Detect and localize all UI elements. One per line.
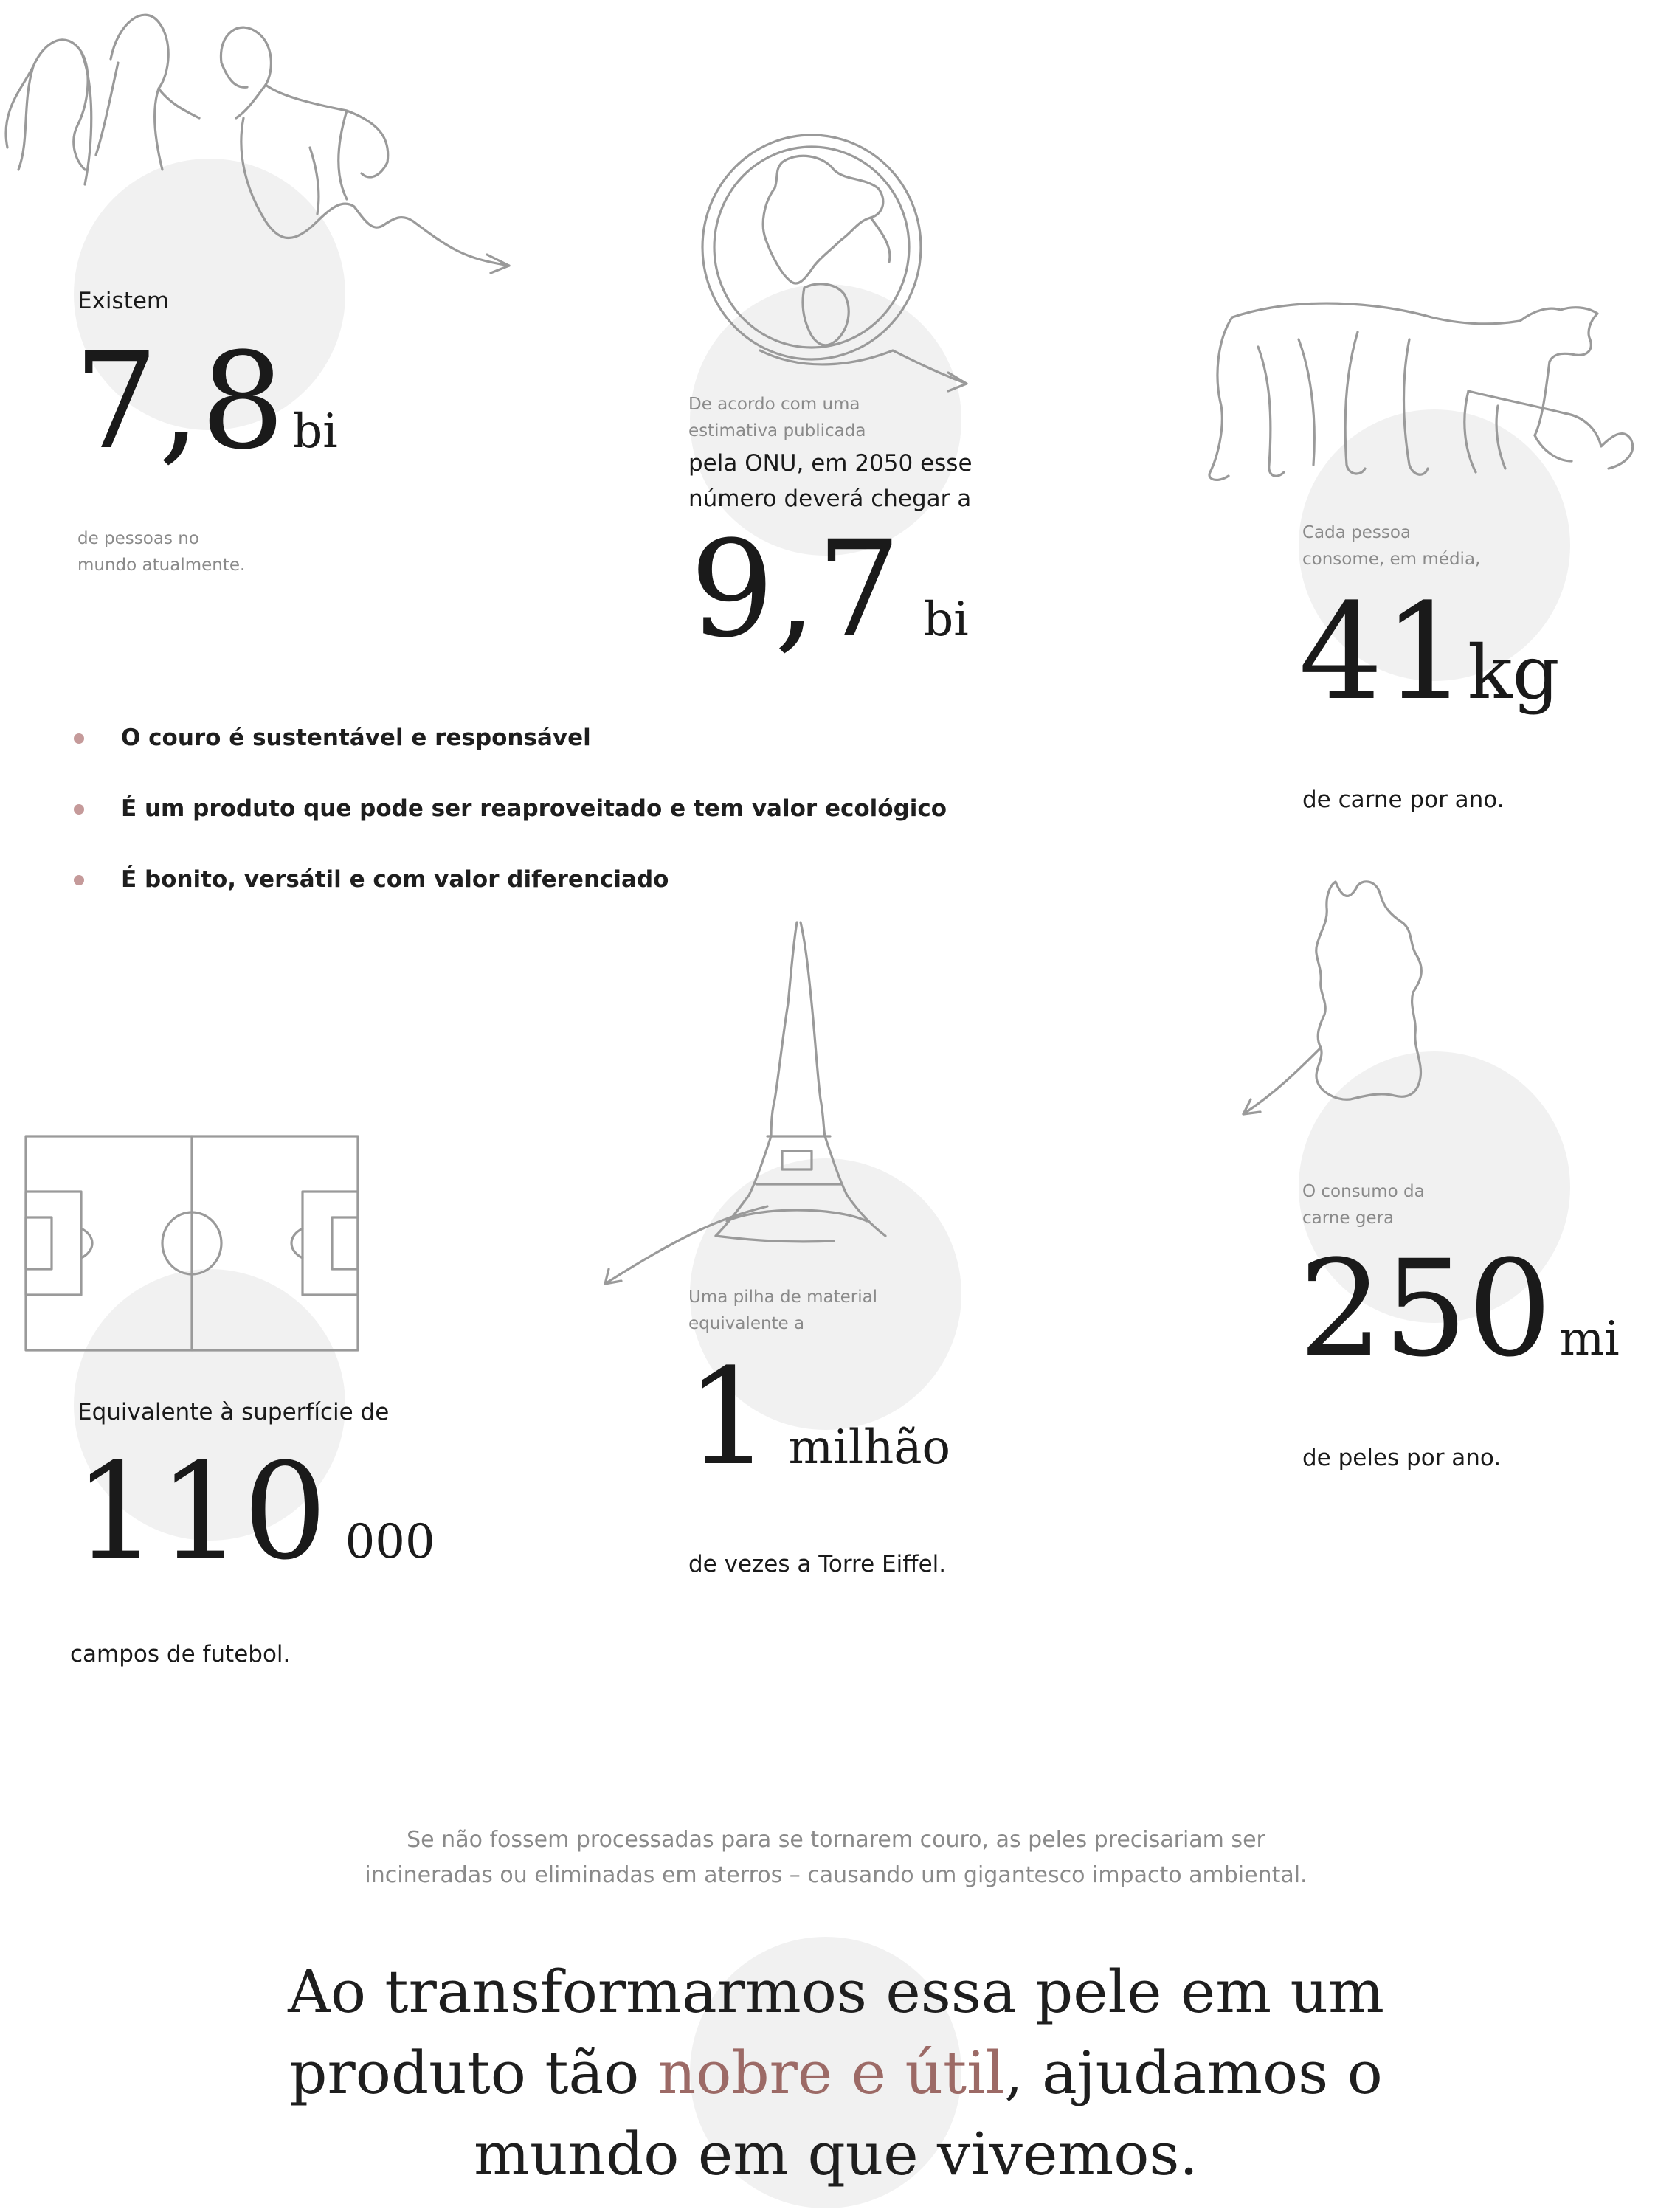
people-stat-caption-line: de pessoas no xyxy=(77,529,199,548)
bullet-dot-icon xyxy=(74,875,84,885)
field-stat-caption: campos de futebol. xyxy=(70,1641,291,1667)
footer-note-line: incineradas ou eliminadas em aterros – causando um gigantesco impacto ambiental. xyxy=(365,1862,1307,1888)
onu-stat-lead xyxy=(688,446,973,516)
onu-stat-intro xyxy=(688,391,866,444)
meat-stat-number: 41 xyxy=(1299,576,1468,730)
people-stat-intro: Existem xyxy=(77,288,170,314)
closing-quote-line: mundo em que vivemos. xyxy=(474,2120,1198,2188)
onu-stat-lead-line: pela ONU, em 2050 esse xyxy=(688,450,973,477)
meat-stat-intro-line: Cada pessoa xyxy=(1302,523,1412,542)
eiffel-stat-number: 1 xyxy=(686,1341,771,1495)
benefits-list-item-text: É bonito, versátil e com valor diferenciado xyxy=(121,866,669,893)
closing-quote-text: , ajudamos o xyxy=(1004,2039,1383,2107)
eiffel-stat-intro-line: equivalente a xyxy=(688,1314,805,1333)
onu-stat-intro-line: De acordo com uma xyxy=(688,395,860,414)
benefits-list-item xyxy=(72,859,947,930)
eiffel-stat-intro-line: Uma pilha de material xyxy=(688,1288,878,1307)
hides-stat-unit: mi xyxy=(1559,1312,1620,1366)
field-stat-unit: 000 xyxy=(345,1515,435,1569)
people-stat-number: 7,8 xyxy=(74,325,286,479)
field-stat-value xyxy=(74,1435,435,1589)
cattle-line-art-icon xyxy=(1188,288,1645,494)
field-stat-number: 110 xyxy=(74,1435,328,1589)
closing-quote-line xyxy=(209,2033,1463,2114)
bullet-dot-icon xyxy=(74,733,84,744)
people-stat-caption-line: mundo atualmente. xyxy=(77,556,246,575)
meat-stat-intro xyxy=(1302,519,1480,573)
meat-stat-caption: de carne por ano. xyxy=(1302,787,1505,813)
onu-stat-number: 9,7 xyxy=(690,513,902,667)
people-stat-caption xyxy=(77,525,245,578)
meat-stat-unit: kg xyxy=(1468,629,1560,716)
onu-stat-intro-line: estimativa publicada xyxy=(688,421,866,440)
benefits-list xyxy=(72,717,947,930)
onu-stat-value xyxy=(690,513,969,667)
hides-stat-caption: de peles por ano. xyxy=(1302,1445,1502,1471)
onu-stat-unit: bi xyxy=(923,592,969,647)
meat-stat-intro-line: consome, em média, xyxy=(1302,550,1481,569)
globe-line-art-icon xyxy=(694,129,1003,409)
football-field-line-art-icon xyxy=(15,1125,369,1361)
people-stat-value xyxy=(74,325,338,479)
closing-quote-accent: nobre e útil xyxy=(657,2039,1005,2107)
people-line-art-icon xyxy=(0,0,531,280)
people-stat-unit: bi xyxy=(292,404,338,459)
hides-stat-value xyxy=(1299,1232,1620,1386)
closing-quote-line: Ao transformarmos essa pele em um xyxy=(288,1957,1384,2026)
benefits-list-item-text: É um produto que pode ser reaproveitado e tem valor ecológico xyxy=(121,795,947,822)
footer-note-line: Se não fossem processadas para se tornarem couro, as peles precisariam ser xyxy=(407,1827,1265,1853)
onu-stat-lead-line: número deverá chegar a xyxy=(688,485,972,512)
eiffel-stat-value xyxy=(686,1341,951,1495)
footer-note xyxy=(221,1822,1451,1893)
eiffel-tower-line-art-icon xyxy=(598,915,944,1299)
eiffel-stat-intro xyxy=(688,1284,877,1337)
closing-quote xyxy=(209,1952,1463,2195)
hides-stat-intro-line: O consumo da xyxy=(1302,1182,1425,1201)
eiffel-stat-caption: de vezes a Torre Eiffel. xyxy=(688,1551,947,1577)
field-stat-intro: Equivalente à superfície de xyxy=(77,1399,390,1425)
benefits-list-item xyxy=(72,788,947,859)
bullet-dot-icon xyxy=(74,804,84,815)
hide-line-art-icon xyxy=(1232,871,1498,1151)
closing-quote-text: produto tão xyxy=(289,2039,658,2107)
hides-stat-number: 250 xyxy=(1299,1232,1552,1386)
hides-stat-intro-line: carne gera xyxy=(1302,1209,1395,1228)
meat-stat-value xyxy=(1299,576,1560,730)
benefits-list-item-text: O couro é sustentável e responsável xyxy=(121,725,591,751)
hides-stat-intro xyxy=(1302,1178,1425,1231)
eiffel-stat-unit: milhão xyxy=(788,1420,951,1475)
benefits-list-item xyxy=(72,717,947,788)
